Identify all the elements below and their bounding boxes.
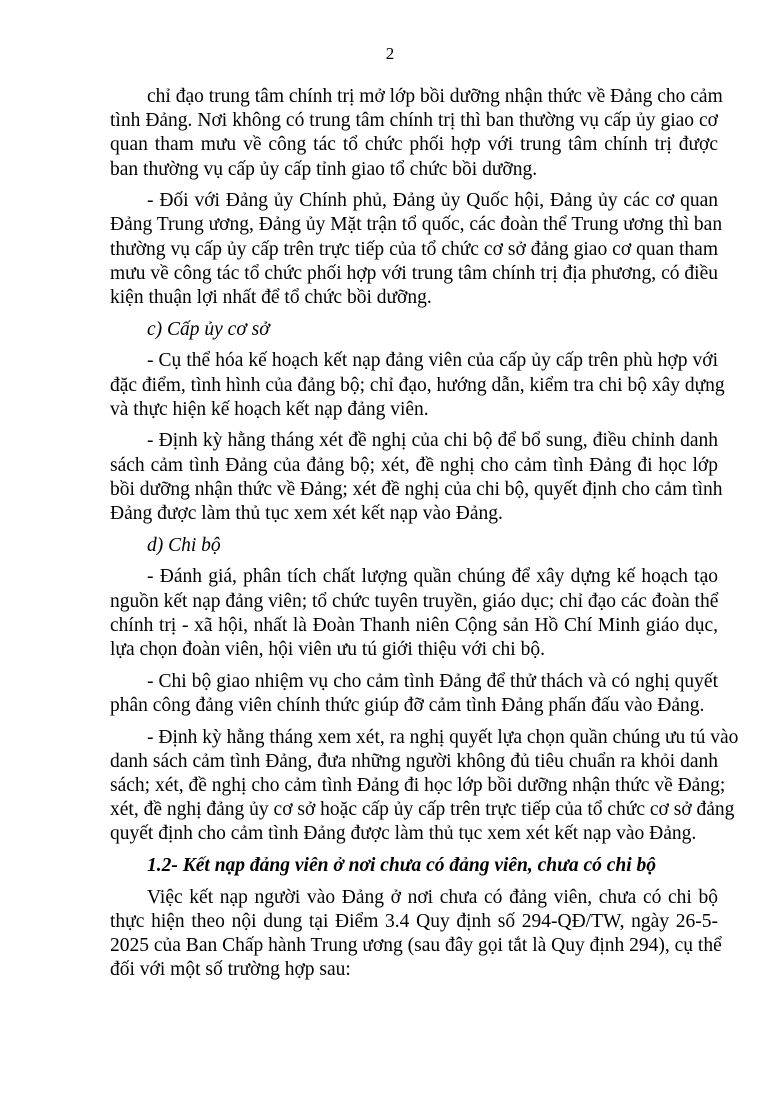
text-line: Việc kết nạp người vào Đảng ở nơi chưa có đảng viên, chưa có chi bộ xyxy=(147,886,718,908)
paragraph-gap xyxy=(110,310,718,318)
text-line: thực hiện theo nội dung tại Điểm 3.4 Quy định số 294-QĐ/TW, ngày 26-5- xyxy=(110,910,718,932)
text-line: đặc điểm, tình hình của đảng bộ; chỉ đạo, hướng dẫn, kiểm tra chi bộ xây dựng xyxy=(110,374,725,396)
text-line: Đảng được làm thủ tục xem xét kết nạp vào Đảng. xyxy=(110,503,503,524)
text-line: 2025 của Ban Chấp hành Trung ương (sau đây gọi tắt là Quy định 294), cụ thể xyxy=(110,935,722,956)
subsection-heading: d) Chi bộ xyxy=(147,534,221,556)
text-line: - Đối với Đảng ủy Chính phủ, Đảng ủy Quốc hội, Đảng ủy các cơ quan xyxy=(147,190,718,212)
page-number: 2 xyxy=(385,44,395,63)
document-body xyxy=(110,85,739,982)
text-line: đối với một số trường hợp sau: xyxy=(110,959,351,981)
paragraph xyxy=(110,565,718,662)
text-line: Đảng Trung ương, Đảng ủy Mặt trận tổ quốc, các đoàn thể Trung ương thì ban xyxy=(110,214,723,236)
text-line: danh sách cảm tình Đảng, đưa những người không đủ tiêu chuẩn ra khỏi danh xyxy=(110,750,718,772)
text-line: nguồn kết nạp đảng viên; tổ chức tuyên truyền, giáo dục; chỉ đạo các đoàn thể xyxy=(110,590,719,612)
text-line: sách; xét, đề nghị cho cảm tình Đảng đi học lớp bồi dưỡng nhận thức về Đảng; xyxy=(110,774,726,796)
text-line: tình Đảng. Nơi không có trung tâm chính trị thì ban thường vụ cấp ủy giao cơ xyxy=(110,110,718,132)
paragraph xyxy=(110,429,723,526)
paragraph-gap xyxy=(110,182,718,190)
text-line: chính trị - xã hội, nhất là Đoàn Thanh niên Cộng sản Hồ Chí Minh giáo dục, xyxy=(110,614,718,636)
text-line: ban thường vụ cấp ủy cấp tỉnh giao tổ chức bồi dưỡng. xyxy=(110,158,538,180)
text-line: mưu về công tác tổ chức phối hợp với trung tâm chính trị địa phương, có điều xyxy=(110,262,718,284)
text-line: thường vụ cấp ủy cấp trên trực tiếp của tổ chức cơ sở đảng giao cơ quan tham xyxy=(110,238,718,260)
text-line: phân công đảng viên chính thức giúp đỡ cảm tình Đảng phấn đấu vào Đảng. xyxy=(110,694,705,716)
paragraph xyxy=(110,886,722,983)
paragraph-gap xyxy=(110,422,718,430)
text-line: kiện thuận lợi nhất để tổ chức bồi dưỡng. xyxy=(110,287,432,308)
paragraph-gap xyxy=(110,342,718,350)
text-line: sách cảm tình Đảng của đảng bộ; xét, đề nghị cho cảm tình Đảng đi học lớp xyxy=(110,454,718,476)
text-line: bồi dưỡng nhận thức về Đảng; xét đề nghị của chi bộ, quyết định cho cảm tình xyxy=(110,478,723,500)
subsection-heading: c) Cấp ủy cơ sở xyxy=(147,318,270,340)
paragraph xyxy=(110,85,723,182)
text-line: quan tham mưu về công tác tổ chức phối hợp với trung tâm chính trị được xyxy=(110,134,718,156)
text-line: quyết định cho cảm tình Đảng được làm thủ tục xem xét kết nạp vào Đảng. xyxy=(110,823,697,845)
paragraph-gap xyxy=(110,662,718,670)
paragraph xyxy=(110,670,718,718)
paragraph xyxy=(110,726,739,847)
paragraph xyxy=(110,349,725,422)
paragraph-gap xyxy=(110,558,718,566)
text-line: - Chi bộ giao nhiệm vụ cho cảm tình Đảng để thử thách và có nghị quyết xyxy=(147,670,718,692)
paragraph-gap xyxy=(110,526,718,534)
text-line: chỉ đạo trung tâm chính trị mở lớp bồi dưỡng nhận thức về Đảng cho cảm xyxy=(147,86,723,107)
section-heading: 1.2- Kết nạp đảng viên ở nơi chưa có đảng viên, chưa có chi bộ xyxy=(147,854,657,876)
paragraph-gap xyxy=(110,718,718,726)
text-line: và thực hiện kế hoạch kết nạp đảng viên. xyxy=(110,398,429,420)
text-line: - Đánh giá, phân tích chất lượng quần chúng để xây dựng kế hoạch tạo xyxy=(147,566,718,588)
text-line: xét, đề nghị đảng ủy cơ sở hoặc cấp ủy cấp trên trực tiếp của tổ chức cơ sở đảng xyxy=(110,799,735,821)
text-line: - Cụ thể hóa kế hoạch kết nạp đảng viên của cấp ủy cấp trên phù hợp với xyxy=(147,350,718,372)
paragraph xyxy=(110,189,723,310)
text-line: lựa chọn đoàn viên, hội viên ưu tú giới thiệu với chi bộ. xyxy=(110,638,545,660)
paragraph-gap xyxy=(110,846,718,854)
text-line: - Định kỳ hằng tháng xét đề nghị của chi bộ để bổ sung, điều chỉnh danh xyxy=(147,430,718,452)
text-line: - Định kỳ hằng tháng xem xét, ra nghị quyết lựa chọn quần chúng ưu tú vào xyxy=(147,726,739,748)
paragraph-gap xyxy=(110,878,718,886)
